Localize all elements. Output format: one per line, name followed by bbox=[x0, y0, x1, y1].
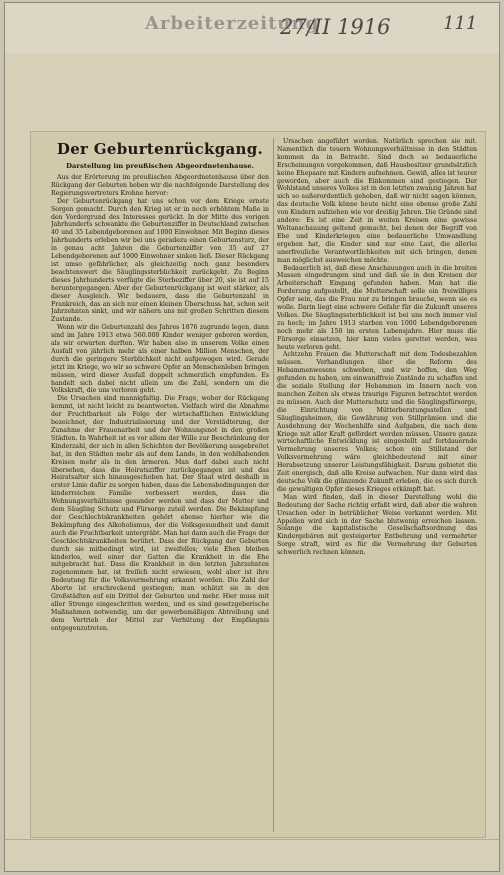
handwritten-date: 27/II 1916 bbox=[280, 15, 391, 39]
newspaper-name-stamp: Arbeiterzeitung bbox=[145, 13, 320, 34]
article-paragraph: Man wird finden, daß in dieser Darstellung wohl die Bedeutung der Sache richtig erfaßt wird, daß aber die wahren Ursachen oder in betrüblicher Weise verkannt werden. Mit Appellen wird sich in der Sache blutwenig erreichen lassen. Solange die kapitalistische Gesellschaftsordnung das Kindergebären mit gesteigerter Entbehrung und vermehrter Sorge straft, wird es für die Vermehrung der Geburten schwerlich rechnen können. bbox=[277, 493, 477, 557]
handwritten-archive-number: 111 bbox=[443, 13, 478, 34]
article-paragraph: Achtzehn Frauen die Mutterschaft mit dem Todesbezahlen müssen. Verhandlungen über die Reform des Hebammenwesens schweben, und wir hoffen, den Weg gefunden zu haben, um einwandfreie Zustände zu schaffen und die soziale Stellung der Hebammen im Innern noch von manchen Zeiten als etwas traurige Figuren betrachtet werden zu müssen. Auch der Mutterschutz und die Säuglingsfürsorge, die Einrichtung von Mütterberatungsstellen und Säuglingsheimen, die Gewährung von Stillprämien und die Ausdehnung der Wochenhilfe sind Aufgaben, die nach dem Kriege mit aller Kraft gefördert werden müssen. Unsere ganze wirtschaftliche Entwicklung ist eingestellt auf fortdauernde Vermehrung unseres Volkes; schon ein Stillstand der Volksvermehrung wäre gleichbedeutend mit einer Herabsetzung unserer Leistungsfähigkeit. Darum gebietet die Zeit energisch, daß alle Kreise aufwachen. Nur dann wird das deutsche Volk die glänzende Zukunft erleben, die es sich durch die gewaltigen Opfer dieses Krieges erkämpft hat. bbox=[277, 351, 477, 493]
page-fold-line bbox=[5, 839, 499, 840]
newspaper-clipping bbox=[30, 131, 486, 838]
archive-header bbox=[5, 3, 499, 53]
article-paragraph: Die Ursachen sind mannigfaltig. Die Frage, woher der Rückgang kommt, ist nicht leicht zu beantworten. Vielfach wird die Abnahme der Fruchtbarkeit als Folge der wirtschaftlichen Entwicklung bezeichnet, der Industrialisierung und der Verstädterung, der Zunahme der Frauenarbeit und der Wohnungsnot in den großen Städten. In Wahrheit ist es vor allem der Wille zur Beschränkung der Kinderzahl, der sich in allen Schichten der Bevölkerung ausgebreitet hat, in den Städten mehr als auf dem Lande, in den wohlhabenden Kreisen mehr als in den ärmeren. Man darf dabei auch nicht übersehen, dass die Heiratsziffer zurückgegangen ist und das Heiratsalter sich hinausgeschoben hat. Der Staat wird deshalb in erster Linie dafür zu sorgen haben, dass die Lebensbedingungen der kinderreichen Familie verbessert werden, dass die Wohnungsverhältnisse gesunder werden und dass der Mutter und dem Säugling Schutz und Fürsorge zuteil werden. Die Bekämpfung der Geschlechtskrankheiten gehört ebenso hierher wie die Bekämpfung des Alkoholismus, der die Volksgesundheit und damit auch die Fruchtbarkeit untergräbt. Man hat dann auch die Frage der Geschlechtskrankheiten berührt. Dass der Rückgang der Geburten durch sie mitbedingt wird, ist zweifellos; viele Ehen bleiben kinderlos, weil einer der Gatten die Krankheit in die Ehe mitgebracht hat. Dass die Krankheit in den letzten Jahrzehnten zugenommen hat, ist freilich nicht erwiesen, wohl aber ist ihre Bedeutung für die Volksvermehrung erkannt worden. Die Zahl der Aborte ist erschreckend gestiegen; man schätzt sie in den Großstädten auf ein Drittel der Geburten und mehr. Hier muss mit aller Strenge eingeschritten werden, und es sind gesetzgeberische Maßnahmen notwendig, um der gewerbsmäßigen Abtreibung und dem Vertrieb der Mittel zur Verhütung der Empfängnis entgegenzutreten. bbox=[51, 395, 269, 632]
article-column-right bbox=[277, 138, 477, 832]
article-paragraph: Bedauerlich ist, daß diese Anschauungen auch in die breiten Massen eingedrungen sind und daß sie in den Kreisen der Arbeiterschaft Eingang gefunden haben. Man hat die Forderung aufgestellt, die Mutterschaft solle ein freiwilliges Opfer sein, das die Frau nur zu bringen brauche, wenn sie es wolle. Darin liegt eine schwere Gefahr für die Zukunft unseres Volkes. Die Säuglingssterblichkeit ist bei uns noch immer viel zu hoch; im Jahre 1913 starben von 1000 Lebendgeborenen noch mehr als 150 im ersten Lebensjahre. Hier muss die Fürsorge einsetzen, hier kann vieles gerettet werden, was heute verloren geht. bbox=[277, 264, 477, 351]
article-column-left bbox=[51, 138, 269, 832]
article-subheadline: Darstellung im preußischen Abgeordnetenhause. bbox=[66, 162, 254, 170]
column-divider bbox=[273, 138, 274, 832]
clipping-page bbox=[4, 2, 500, 872]
article-paragraph: Aus der Erörterung im preußischen Abgeordnetenhause über den Rückgang der Geburten heben wir die nachfolgende Darstellung des Regierungsvertreters Krohne hervor: bbox=[51, 174, 269, 197]
article-paragraph: Ursachen angeführt worden. Natürlich sprechen sie mit. Namentlich die teuern Wohnungsverhältnisse in den Städten kommen da in Betracht. Sind doch so bedauerliche Erscheinungen vorgekommen, daß Hausbesitzer grundsätzlich keine Ehepaare mit Kindern aufnehmen. Gewiß, alles ist teurer geworden, aber auch die Einkommen sind gestiegen. Der Wohlstand unseres Volkes ist in den letzten zwanzig Jahren hat sich so außerordentlich gehoben, daß wir nicht sagen können, das deutsche Volk könne heute nicht eine ebenso große Zahl von Kindern aufziehen wie vor dreißig Jahren. Die Gründe sind andere: Es ist eine Zeit in weiten Kreisen eine gewisse Weltanschauung geltend gemacht, bei denen der Begriff von Ehe und Kinderkriegen eine bedauerliche Umwandlung ergeben hat, die Kinder sind nur eine Last, die allerlei unerfreuliche Verantwortlichkeiten mit sich bringen, denen man möglichst ausweichen möchte. bbox=[277, 138, 477, 264]
article-paragraph: Der Geburtenrückgang hat uns schon vor dem Kriege ernste Sorgen gemacht. Durch den Krieg ist er in noch erhöhtem Maße in den Vordergrund des Interesses gerückt. In der Mitte des vorigen Jahrhunderts schwankte die Geburtenziffer in Deutschland zwischen 40 und 35 Lebendgeborenen auf 1000 Einwohner. Mit Beginn dieses Jahrhunderts erleben wir bei uns geradezu einen Geburtensturz, der in genau acht Jahren die Geburtenziffer von 35 auf 27 Lebendgeborenen auf 1000 Einwohner sinken ließ. Dieser Rückgang ist umso gefährlicher, als gleichzeitig noch ganz besonders beachtenswert die Säuglingssterblichkeit zurückgeht. Zu Beginn dieses Jahrhunderts verfügte die Sterbeziffer über 20, sie ist auf 15 heruntergegangen. Aber der Geburtenrückgang ist weit stärker, als dieser Ausgleich. Wir bedauern, dass die Geburtenzahl in Frankreich, das an sich nur einen kleinen Überschuss hat, schon seit Jahrzehnten sinkt, und wir nähern uns mit großen Schritten diesem Zustande. bbox=[51, 197, 269, 324]
article-paragraph: Wenn wir die Geburtenzahl des Jahres 1876 zugrunde legen, dann sind im Jahre 1913 etwa 560.000 Kinder weniger geboren worden, als wir erwarten durften. Wir haben also in unserem Volke einen Ausfall von jährlich mehr als einer halben Million Menschen, der durch die geringere Sterblichkeit nicht aufgewogen wird. Gerade jetzt im Kriege, wo wir so schwere Opfer an Menschenleben bringen müssen, wird dieser Ausfall doppelt schmerzlich empfunden. Es handelt sich dabei nicht allein um die Zahl, sondern um die Volkskraft, die uns verloren geht. bbox=[51, 324, 269, 395]
article-headline: Der Geburtenrückgang. bbox=[56, 140, 264, 158]
